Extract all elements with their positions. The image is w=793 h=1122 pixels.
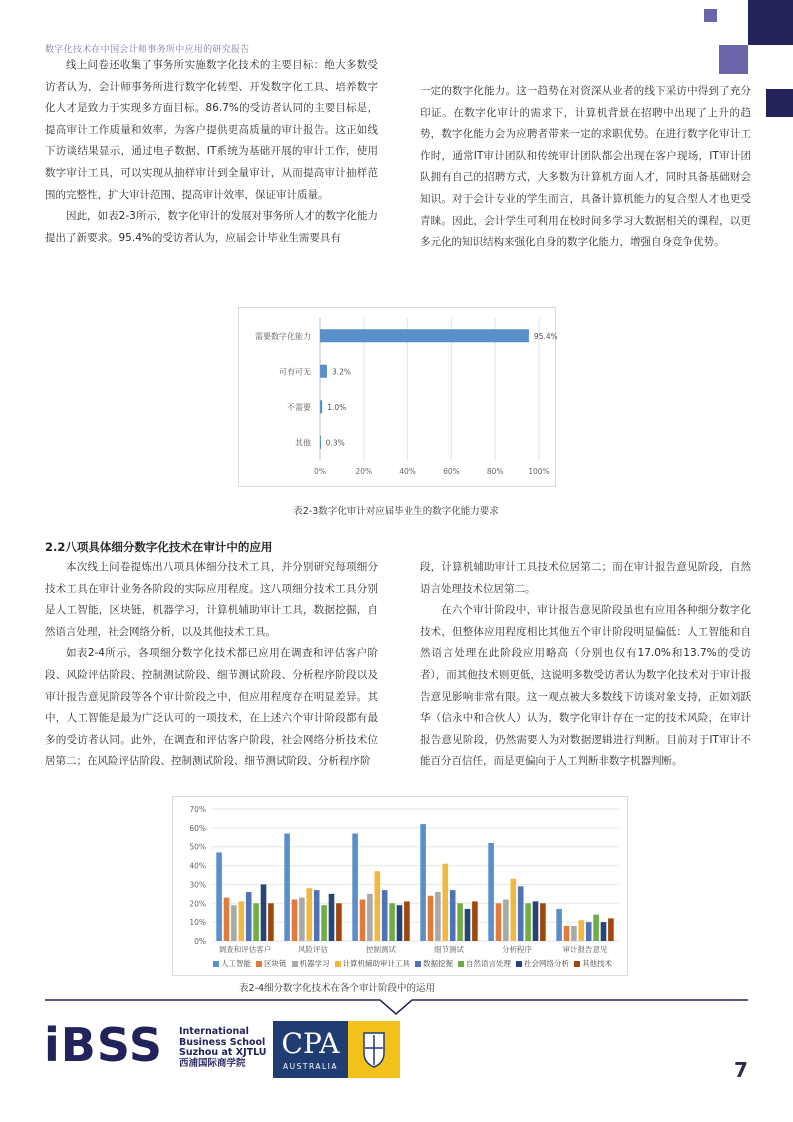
chart-2-3 xyxy=(239,308,558,486)
legend-item xyxy=(256,958,287,969)
corner-block-purple xyxy=(719,45,748,74)
ibss-logo: iBSS xyxy=(44,1018,164,1072)
bar xyxy=(321,905,327,941)
y-tick-label: 10% xyxy=(189,918,206,928)
logo-line: Suzhou at XJTLU xyxy=(179,1047,267,1058)
bar xyxy=(320,400,322,413)
legend-label: 机器学习 xyxy=(299,959,330,968)
legend-item xyxy=(335,958,411,969)
bar xyxy=(533,901,539,941)
cpa-logo xyxy=(273,1021,348,1078)
bar xyxy=(472,901,478,941)
category-label: 不需要 xyxy=(287,402,311,412)
legend-swatch xyxy=(256,961,262,967)
legend-swatch xyxy=(516,961,522,967)
logo-line: 西浦国际商学院 xyxy=(179,1057,246,1069)
data-label: 0.3% xyxy=(325,438,345,448)
legend-label: 自然语言处理 xyxy=(466,959,511,968)
paragraph: 线上问卷还收集了事务所实施数字化技术的主要目标：绝大多数受访者认为，会计师事务所进行数字化转型、开发数字化工具、培养数字化人才是致力于实现多方面目标。86.7%的受访者认同的主要目标是，提高审计工作质量和效率，为客户提供更高质量的审计报告。这正如线下访谈结果显示，通过电子数据、IT系统为基础开展的审计工作，使用数字审计工具，可以实现从抽样审计到全量审计，从而提高审计抽样范围的完整性，扩大审计范围、提高审计效率，保证审计质量。 xyxy=(45,59,378,201)
running-header: 数字化技术在中国会计师事务所中应用的研究报告 xyxy=(45,45,250,55)
y-tick-label: 30% xyxy=(189,880,206,890)
left-column-section xyxy=(45,557,378,773)
bar xyxy=(231,905,237,941)
page-number: 7 xyxy=(734,1058,748,1082)
chart-2-4 xyxy=(173,797,627,957)
legend-item xyxy=(415,958,453,969)
legend-swatch xyxy=(458,961,464,967)
legend-swatch xyxy=(415,961,421,967)
legend-label: 计算机辅助审计工具 xyxy=(342,959,410,968)
bar xyxy=(420,824,426,941)
bar xyxy=(540,903,546,941)
y-tick-label: 20% xyxy=(189,899,206,909)
data-label: 3.2% xyxy=(332,367,352,377)
bar xyxy=(261,884,267,941)
paragraph: 一定的数字化能力。这一趋势在对资深从业者的线下采访中得到了充分印证。在数字化审计的需求下，计算机背景在招聘中出现了上升的趋势，数字化能力会为应聘者带来一定的求职优势。在进行数字化审计工作时，通常IT审计团队和传统审计团队都会出现在客户现场，IT审计团队拥有自己的招聘方式，大多数为计算机方面人才，同时具备基础财会知识。对于会计专业的学生而言，具备计算机能力的复合型人才也更受青睐。因此，会计学生可利用在校时间多学习大数据相关的课程，以更多元化的知识结构来强化自身的数字化能力，增强自身竞争优势。 xyxy=(420,85,751,249)
bar xyxy=(450,890,456,941)
legend-item xyxy=(458,958,511,969)
cpa-logo-subtext: AUSTRALIA xyxy=(282,1062,339,1071)
legend-label: 数据挖掘 xyxy=(423,959,453,968)
bar xyxy=(329,894,335,941)
bar xyxy=(314,890,320,941)
bar xyxy=(352,834,358,941)
ibss-logo-text xyxy=(179,1027,267,1069)
legend-label: 其他技术 xyxy=(582,959,612,968)
y-tick-label: 70% xyxy=(189,805,206,814)
legend-label: 区块链 xyxy=(264,959,287,968)
right-column-section xyxy=(420,557,751,773)
chart-2-3-frame xyxy=(238,307,556,487)
bar xyxy=(320,365,327,378)
bar xyxy=(465,909,471,941)
legend-swatch xyxy=(335,961,341,967)
data-label: 95.4% xyxy=(533,331,558,341)
paragraph: 在六个审计阶段中，审计报告意见阶段虽也有应用各种细分数字化技术，但整体应用程度相比其他五个审计阶段明显偏低：人工智能和自然语言处理在此阶段应用略高（分别也仅有17.0%和13.7%的受访者），而其他技术则更低，这说明多数受访者认为数字化技术对于审计报告意见影响非常有限。这一观点被大多数线下访谈对象支持，正如刘跃华（信永中和合伙人）认为，数字化审计存在一定的技术风险，在审计报告意见阶段，仍然需要人为对数据逻辑进行判断。目前对于IT审计不能百分百信任，而是更偏向于人工判断非数字机器判断。 xyxy=(420,604,751,768)
bar xyxy=(382,890,388,941)
bar xyxy=(367,894,373,941)
y-tick-label: 0% xyxy=(194,937,206,946)
bar xyxy=(284,834,290,941)
chart-2-4-legend xyxy=(213,958,612,969)
crest-icon xyxy=(348,1021,400,1078)
legend-swatch xyxy=(574,961,580,967)
legend-label: 人工智能 xyxy=(221,959,251,968)
x-tick-label: 80% xyxy=(486,467,504,476)
bar xyxy=(299,898,305,941)
legend-item xyxy=(213,958,251,969)
x-tick-label: 20% xyxy=(355,467,373,476)
corner-block-dark-right xyxy=(766,89,793,117)
legend-item xyxy=(574,958,612,969)
right-column-top xyxy=(420,81,751,254)
legend-item xyxy=(292,958,330,969)
bar xyxy=(518,886,524,941)
bar xyxy=(571,926,577,941)
legend-swatch xyxy=(213,961,219,967)
category-label: 可有可无 xyxy=(279,367,311,377)
logo-line: Business School xyxy=(179,1036,266,1048)
legend-item xyxy=(516,958,569,969)
category-label: 调查和评估客户 xyxy=(218,945,272,954)
bar xyxy=(224,898,230,941)
category-label: 需要数字化能力 xyxy=(255,331,311,341)
bar xyxy=(496,903,502,941)
bar xyxy=(443,864,449,941)
section-title: 2.2八项具体细分数字化技术在审计中的应用 xyxy=(45,540,273,554)
bar xyxy=(503,900,509,941)
cpa-logo-text: CPA xyxy=(281,1027,340,1060)
bar xyxy=(564,926,570,941)
chart-2-4-frame xyxy=(172,796,628,976)
bar xyxy=(360,900,366,941)
bar xyxy=(435,892,441,941)
paragraph: 本次线上问卷提炼出八项具体细分技术工具，并分别研究每项细分技术工具在审计业务各阶段的实际应用程度。这八项细分技术工具分别是人工智能，区块链，机器学习，计算机辅助审计工具，数据挖掘，自然语言处理，社会网络分析，以及其他技术工具。 xyxy=(45,561,378,638)
category-label: 分析程序 xyxy=(502,945,532,954)
bar xyxy=(397,905,403,941)
paragraph: 因此，如表2-3所示，数字化审计的发展对事务所人才的数字化能力提出了新要求。95.4%的受访者认为，应届会计毕业生需要具有 xyxy=(45,210,378,244)
x-tick-label: 0% xyxy=(314,467,326,476)
logo-line: International xyxy=(179,1026,249,1037)
legend-label: 社会网络分析 xyxy=(524,959,569,968)
category-label: 细节测试 xyxy=(434,945,464,954)
x-tick-label: 40% xyxy=(399,467,416,476)
paragraph: 如表2-4所示，各项细分数字化技术都已应用在调查和评估客户阶段、风险评估阶段、控制测试阶段、细节测试阶段、分析程序阶段以及审计报告意见阶段等各个审计阶段之中，但应用程度存在明显差异。其中，人工智能是最为广泛认可的一项技术，在上述六个审计阶段都有最多的受访者认同。此外，在调查和评估客户阶段，社会网络分析技术位居第二；在风险评估阶段、控制测试阶段、细节测试阶段、分析程序阶 xyxy=(45,647,378,768)
corner-block-purple-small xyxy=(704,9,717,22)
legend-swatch xyxy=(292,961,298,967)
category-label: 审计报告意见 xyxy=(562,945,608,954)
bar xyxy=(457,903,463,941)
y-tick-label: 50% xyxy=(189,842,206,852)
bar xyxy=(253,903,259,941)
category-label: 控制测试 xyxy=(366,945,396,954)
bar xyxy=(593,915,599,941)
x-tick-label: 100% xyxy=(528,467,550,476)
bar xyxy=(268,903,274,941)
x-tick-label: 60% xyxy=(443,467,460,476)
y-tick-label: 40% xyxy=(189,861,206,871)
bar xyxy=(239,901,245,941)
bar xyxy=(320,436,321,449)
bar xyxy=(488,843,494,941)
paragraph: 段，计算机辅助审计工具技术位居第二；而在审计报告意见阶段，自然语言处理技术位居第二。 xyxy=(420,561,751,595)
category-label: 风险评估 xyxy=(298,945,328,954)
bar xyxy=(525,903,531,941)
category-label: 其他 xyxy=(295,438,311,448)
left-column-top xyxy=(45,55,378,249)
bar xyxy=(375,871,381,941)
bar xyxy=(307,888,313,941)
bar xyxy=(579,920,585,941)
bar xyxy=(292,900,298,941)
bar xyxy=(404,901,410,941)
bar xyxy=(586,922,592,941)
bar xyxy=(246,892,252,941)
bar xyxy=(428,896,434,941)
data-label: 1.0% xyxy=(327,402,347,412)
bar xyxy=(601,922,607,941)
divider-notch xyxy=(0,996,793,1018)
bar xyxy=(511,879,517,941)
bar xyxy=(320,329,529,342)
bar xyxy=(216,852,222,941)
bar xyxy=(389,903,395,941)
chart-2-3-caption: 表2-3数字化审计对应届毕业生的数字化能力要求 xyxy=(293,506,499,517)
bar xyxy=(556,909,562,941)
bar xyxy=(336,903,342,941)
bar xyxy=(608,918,614,941)
y-tick-label: 60% xyxy=(189,823,206,833)
corner-block-dark xyxy=(748,0,793,45)
chart-2-4-caption: 表2-4细分数字化技术在各个审计阶段中的运用 xyxy=(238,983,436,994)
